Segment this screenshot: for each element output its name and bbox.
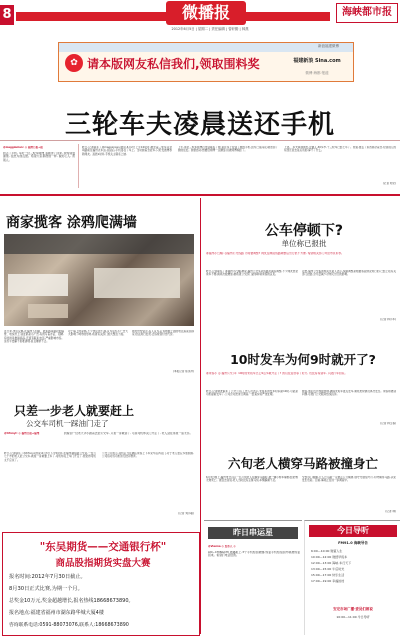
advance-col1: 昨日,记者联系了@trfonyl,他说,6月3日下午5时许,在福州湖东路公交站,一位六七十岁的老人赶公交车,就差一步就要上车了,司机却关上车门开走了,他觉得司机太不应该了。 xyxy=(4,452,96,462)
radio-item-3: 12:00—13:00 海峡·车行天下 xyxy=(311,561,352,565)
main-col3: 上午,那位三轮车师傅打电话联系了她,说在车上捡到了她的手机,因为已是深夜,就送到了她的住处。她很感动,想要给师傅一点酬金,但被师傅婉拒了。 xyxy=(178,146,278,153)
radio-sub-time: 10:00—11:00 今日导听 xyxy=(336,615,370,619)
story-bus2 xyxy=(204,330,400,430)
old-byline: (记者 林) xyxy=(385,510,396,513)
story-old xyxy=(204,432,400,516)
ads-col1: 连日来,市民反映,在福州五四路、鼓东路等路段的墙壁、电线杆上,到处都是小广告,有的写着办证、招聘,有的则是推销商品,还留有联系电话,严重影响市容。这些牛皮癣不但难清理,而且屡禁不止。 xyxy=(4,330,64,344)
page-number: 8 xyxy=(0,5,14,25)
main-quote-body: 我丢了手机, 幸好一位三轮车师傅 凌晨送了回来, 我特别感谢他, 在此为他点赞。希望大家都像他一样, 做好心人, 帮别人。 xyxy=(3,152,75,162)
yesterday-text: LIN~CHINGCHI 微播报上,3个手机短信被删,恢复手机短信到外就被恢复回来。希望打电话给我。 xyxy=(208,551,300,558)
main-byline: (记者 刘宏) xyxy=(382,182,396,185)
futures-ad[interactable] xyxy=(2,532,200,636)
radio-item-4: 13:00—15:00 午后时光 xyxy=(311,567,345,571)
advance-quote: @trfonyl: ◎ 福州日报→福州 xyxy=(4,432,40,435)
date-line: 2012年6月5日 | 星期二 | 责任编辑 | 曾轩勤 | 林燕 xyxy=(171,27,249,31)
radio-item-5: 15:00—17:00 快乐生活 xyxy=(311,573,345,577)
radio-sub-title: 安定市场广播·委员们都说 xyxy=(333,607,373,611)
radio-item-6: 17:00—19:00 幸福拍档 xyxy=(311,579,345,583)
ad-small-right: 微博·海都·报道 xyxy=(305,71,329,75)
ad-headline: 请本版网友私信我们,领取围料奖 xyxy=(87,57,260,71)
ads-col3: 网友纷纷留言,有人认为,应该根据上面的电话追查到商家,依法进行处罚,让违规者付出代价。 xyxy=(132,330,194,337)
weibo-ad-banner[interactable] xyxy=(58,42,354,82)
main-story xyxy=(0,100,400,190)
yesterday-hot xyxy=(204,520,302,635)
advance-quote-body: 我看到一位老大爷小跑着去赶公交车, 只差一步就到了, 可是司机却关门开走了, 老人站在那里一脸无奈。 xyxy=(64,432,193,435)
bus2-col1: 昨日,记者就此联系了公交公司,工作人员表示,末班车的发车时间是10时,可能是司机提前发车了,公司会对此进行调查,一经查实将严肃处理。 xyxy=(206,390,298,397)
bus2-quote: @乘客小 ◎ 福州公交 问: 10时的末班车怎么9点多就开走了? 我们在站台等了好久, 也没有等到车, 只能打车回家。 xyxy=(206,372,348,375)
bus-col1: 昨日,记者联系了@福州小红帽,她说,福州公交多条线路近期有调整,不少网友感觉乘车不便,换乘次数增加,她希望公交部门能够听取乘客的意见。 xyxy=(206,270,298,277)
ads-byline: (本报记者 陈永祥) xyxy=(172,370,194,373)
main-col2: 昨日,记者联系了@maggionian,她说,6月2日上午10时许,她坐着三轮车从金鸡路前往福州火车站,到站后,手机落在了车上。当时她着急赶车,只好发微博求助网友。凌晨1时许,手机失主联系上她, xyxy=(82,146,172,156)
graffiti-photo xyxy=(4,234,194,326)
story-advance xyxy=(0,384,198,532)
bus2-headline: 10时发车为何9时就开了? xyxy=(230,352,376,367)
main-col4: 上述。 车夫叫林国发,安徽人,30多岁,干三轮车已经七年了。他说,谁丢了东西都会着急,捡到别人的东西还回去是应该的,算不了什么。 xyxy=(284,146,396,153)
bus-headline: 公车停顿下? xyxy=(264,223,344,239)
advance-byline: (记者 刘小聪) xyxy=(178,512,194,515)
bus-byline: (记者 林小华) xyxy=(380,318,396,321)
story-ads xyxy=(0,198,198,380)
ads-headline: 商家揽客 涂鸦爬满墙 xyxy=(6,215,137,231)
old-col2: 交警部门提醒,行人过马路一定要走人行横道,遵守交通信号灯,切勿横穿马路,以免发生危险。目前,事故正在进一步调查中。 xyxy=(302,476,396,483)
yesterday-title: 昨日串运星 xyxy=(208,527,298,539)
bus2-byline: (记者 林玉春) xyxy=(380,422,396,425)
masthead xyxy=(0,0,400,33)
yesterday-user: @Vienna ◎ 发布人 ◎ xyxy=(208,545,236,548)
advance-col2: 公交公司表示,司机应当在确认乘客上下车完毕后再关门,对于老人更应多加照顾,公司将对该司机进行批评教育。 xyxy=(102,452,194,459)
futures-line4: 报名地点:福建省福州市湖东路华城大厦4楼 xyxy=(9,610,104,616)
advance-subhead: 公交车司机一踩油门走了 xyxy=(26,419,109,428)
section-title: 微播报 xyxy=(166,1,246,25)
bus-col2: 对此,福州公交集团相关负责人表示,线路调整是根据客流情况进行的,已经上报有关部门批准,会尽量减少对市民出行的影响。 xyxy=(302,270,396,277)
futures-line1: 报名时间:2012年7月30日截止。 xyxy=(9,574,86,580)
ad-brand: 福建新浪 Sina.com xyxy=(293,58,341,64)
bus2-col2: 她说,他们也会加强管理,确保末班车准点发车,避免类似情况再次发生。乘客如遇到问题,可拨打公交服务热线投诉。 xyxy=(302,390,396,397)
ad-sub-top: 新浪福建微博 xyxy=(318,44,339,48)
story-bus xyxy=(204,198,400,328)
radio-item-2: 10:00—12:00 财经早班车 xyxy=(311,555,348,559)
futures-subhead: 商品股指期货实盘大赛 xyxy=(55,558,151,569)
bus-subhead: 单位称已报批 xyxy=(281,239,327,248)
old-col1: 6月3日晚上,福州市仓山区一名六旬老人在横穿马路时,被一辆小轿车撞倒,经抢救无效死亡。据目击者说,老人当时没有走斑马线,车辆躲避不及。 xyxy=(206,476,298,483)
ads-col2: 对于墙上的涂鸦,不少市民很不满,认为这些小广告大大影响了城市的形象,希望有关部门加大整治力度。 xyxy=(68,330,128,337)
futures-line2: 8月30日正式比赛,为期一个月。 xyxy=(9,586,83,592)
main-headline: 三轮车夫凌晨送还手机 xyxy=(64,110,335,140)
radio-station: FM91.0 海峡导告 xyxy=(338,541,368,545)
radio-title: 今日导听 xyxy=(309,525,397,537)
today-radio xyxy=(304,520,400,635)
old-headline: 六旬老人横穿马路被撞身亡 xyxy=(227,456,378,471)
bus-quote: @福州小红帽: ◎福州公交线路 为何要调整? 网友反映说线路调整后出行很不方便, 希望相关部门考虑市民诉求。 xyxy=(206,252,344,255)
futures-line5: 咨询联系电话:0591-88073076,联系人:18668673890 xyxy=(9,623,129,628)
sina-logo-icon: ✿ xyxy=(65,54,83,72)
futures-headline: "东吴期货——交通银行杯" xyxy=(39,541,167,553)
main-quote-user: @maggionian: ◎ 福州日报→报 xyxy=(3,146,44,149)
futures-line3: 总奖金10万元,奖金超越增长,报名热线18668673890。 xyxy=(9,598,134,604)
radio-item-1: 6:00—10:00 财富人生 xyxy=(311,549,343,553)
advance-headline: 只差一步老人就要赶上 xyxy=(14,404,135,418)
paper-name: 海峡都市报 xyxy=(336,3,398,23)
